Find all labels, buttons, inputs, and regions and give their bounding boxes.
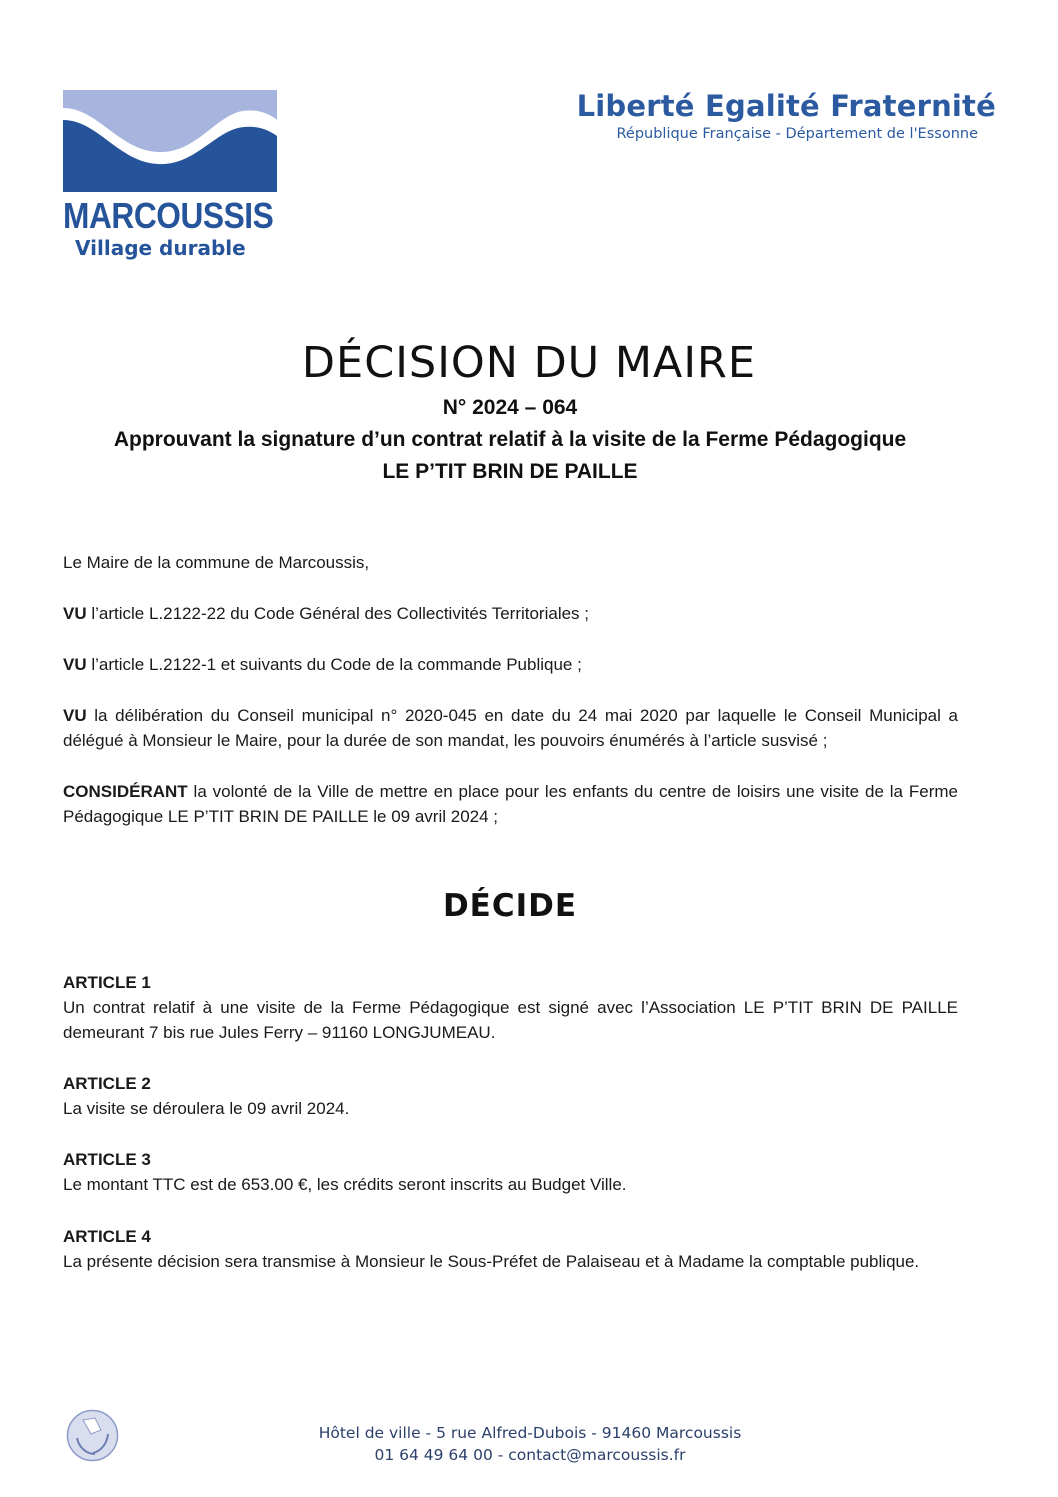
preamble-vu-2 xyxy=(63,652,958,677)
preamble-intro: Le Maire de la commune de Marcoussis, xyxy=(63,553,370,572)
recycled-paper-icon xyxy=(65,1408,120,1463)
footer-address: Hôtel de ville - 5 rue Alfred-Dubois - 91460 Marcoussis xyxy=(318,1424,742,1442)
article-text: Le montant TTC est de 653.00 €, les crédits seront inscrits au Budget Ville. xyxy=(63,1175,627,1194)
article-text: Un contrat relatif à une visite de la Ferme Pédagogique est signé avec l’Association LE P’TIT BRIN DE PAILLE demeurant 7 bis rue Jules Ferry – 91160 LONGJUMEAU. xyxy=(63,998,958,1042)
page-title: DÉCISION DU MAIRE xyxy=(301,338,757,388)
article-2 xyxy=(63,1071,958,1121)
footer-phone-email: 01 64 49 64 00 - contact@marcoussis.fr xyxy=(374,1446,686,1464)
considerant-text: la volonté de la Ville de mettre en place pour les enfants du centre de loisirs une visite de la Ferme Pédagogique LE P’TIT BRIN DE PAILLE le 09 avril 2024 ; xyxy=(63,782,958,826)
preamble-vu-1 xyxy=(63,601,958,626)
vu-label: VU xyxy=(63,706,87,725)
article-title: ARTICLE 2 xyxy=(63,1074,151,1093)
vu-text: l’article L.2122-1 et suivants du Code de la commande Publique ; xyxy=(86,655,582,674)
motto-main: Liberté Egalité Fraternité xyxy=(576,89,996,123)
subject-line-2: LE P’TIT BRIN DE PAILLE xyxy=(382,460,638,483)
decide-heading: DÉCIDE xyxy=(442,888,578,924)
marcoussis-logo xyxy=(63,90,277,260)
vu-label: VU xyxy=(63,604,87,623)
wave-emblem-icon xyxy=(63,90,277,192)
decision-subject xyxy=(0,424,1020,488)
subject-line-1: Approuvant la signature d’un contrat relatif à la visite de la Ferme Pédagogique xyxy=(113,428,907,451)
footer-contact xyxy=(260,1422,800,1466)
article-text: La présente décision sera transmise à Monsieur le Sous-Préfet de Palaiseau et à Madame la comptable publique. xyxy=(63,1252,920,1271)
vu-label: VU xyxy=(63,655,87,674)
article-title: ARTICLE 1 xyxy=(63,973,151,992)
logo-name: MARCOUSSIS xyxy=(63,195,274,236)
vu-text: l’article L.2122-22 du Code Général des Collectivités Territoriales ; xyxy=(86,604,590,623)
article-4 xyxy=(63,1224,958,1274)
vu-text: la délibération du Conseil municipal n° 2020-045 en date du 24 mai 2020 par laquelle le Conseil Municipal a délégué à Monsieur le Maire, pour la durée de son mandat, les pouvoirs énumérés à l’article susvisé ; xyxy=(63,706,958,750)
article-1 xyxy=(63,970,958,1045)
preamble-vu-3 xyxy=(63,703,958,753)
considerant-label: CONSIDÉRANT xyxy=(63,782,188,801)
preamble-considerant xyxy=(63,779,958,829)
decision-number: N° 2024 – 064 xyxy=(442,396,578,419)
article-text: La visite se déroulera le 09 avril 2024. xyxy=(63,1099,350,1118)
republic-motto xyxy=(577,88,996,144)
article-title: ARTICLE 4 xyxy=(63,1227,151,1246)
motto-sub: République Française - Département de l'Essonne xyxy=(616,126,978,142)
logo-subtitle: Village durable xyxy=(75,236,246,260)
article-3 xyxy=(63,1147,958,1197)
article-title: ARTICLE 3 xyxy=(63,1150,151,1169)
